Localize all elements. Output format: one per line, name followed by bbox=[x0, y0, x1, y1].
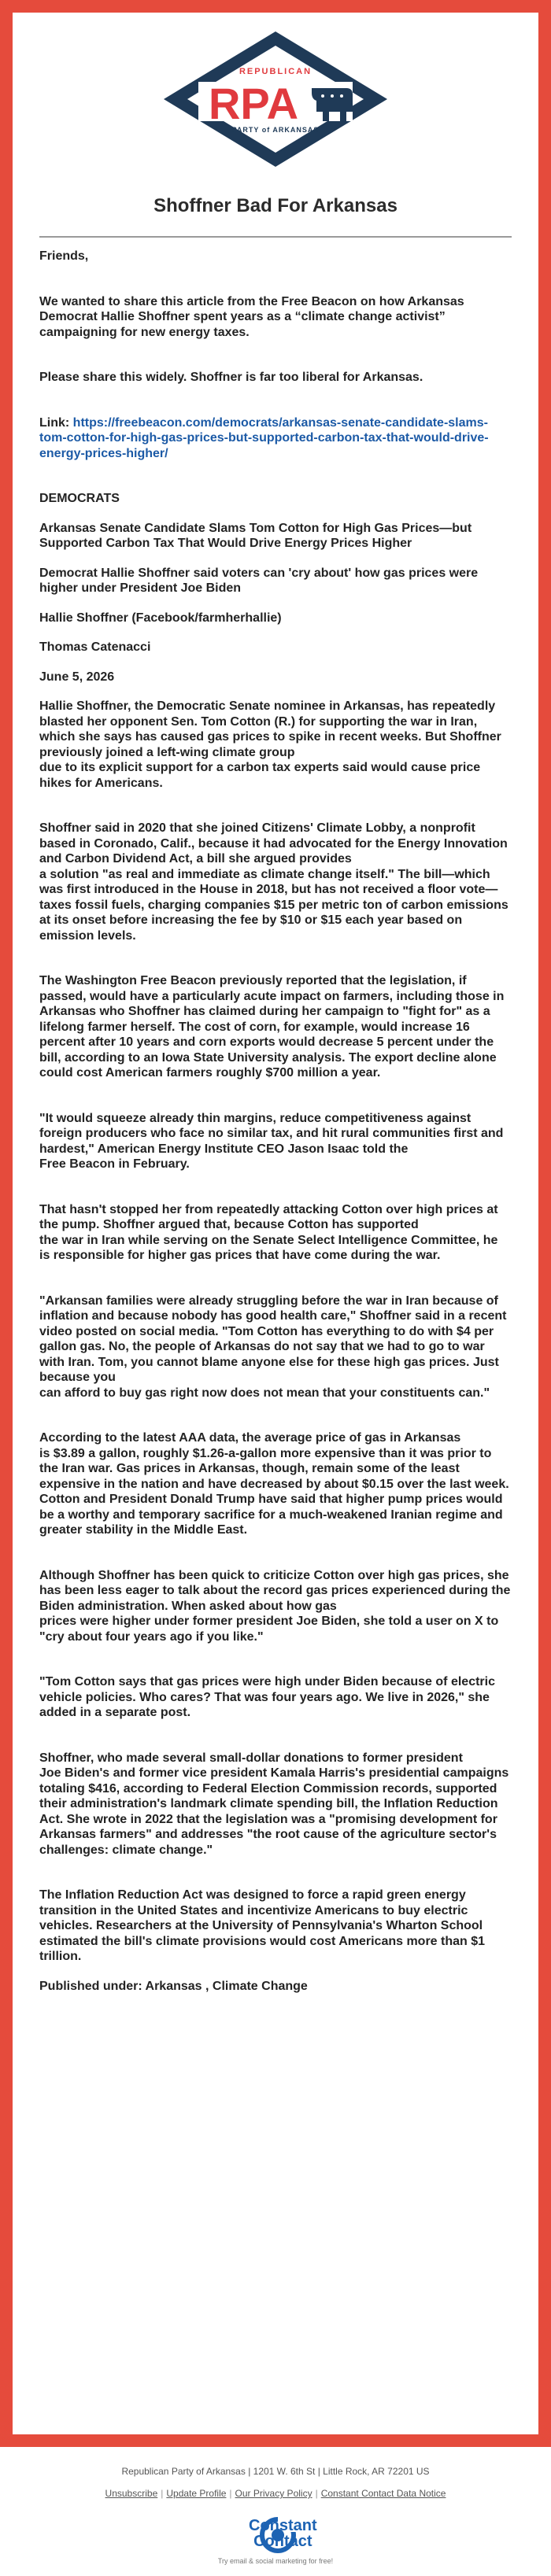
article-date: June 5, 2026 bbox=[39, 670, 115, 684]
photo-credit: Hallie Shoffner (Facebook/farmherhallie) bbox=[39, 611, 282, 625]
footer-links bbox=[0, 2488, 551, 2499]
constant-contact-tagline: Try email & social marketing for free! bbox=[217, 2557, 334, 2565]
logo-top-text: REPUBLICAN bbox=[239, 67, 312, 76]
privacy-policy-link[interactable]: Our Privacy Policy bbox=[235, 2488, 312, 2499]
article-paragraph: The Washington Free Beacon previously reported that the legislation, if passed, would have a particularly acute impact on farmers, including those in Arkansas who Shoffner has claimed during her campaign to "fight for" as a lifelong farmer herself. The cost of corn, for example, would increase 16 percent after 10 years and corn exports would decrease 5 percent under the bill, according to an Iowa State University analysis. The export decline alone could cost American farmers roughly $700 million a year. bbox=[39, 974, 505, 1079]
article-paragraph: "It would squeeze already thin margins, reduce competitiveness against foreign producers who face no similar tax, and hit rural communities first and hardest," American Energy Institute CEO Jason Isaac told the Free Beacon in February. bbox=[39, 1111, 504, 1171]
email-body bbox=[39, 249, 512, 2008]
update-profile-link[interactable]: Update Profile bbox=[166, 2488, 227, 2499]
article-paragraph: Hallie Shoffner, the Democratic Senate nominee in Arkansas, has repeatedly blasted her opponent Sen. Tom Cotton (R.) for supporting the war in Iran, which she says has caused gas prices to spike in recent weeks. But Shoffner previously joined a left-wing climate group due to its explicit support for a carbon tax experts said would cause price hikes for Americans. bbox=[39, 699, 501, 790]
article-paragraph: That hasn't stopped her from repeatedly attacking Cotton over high prices at the pump. Shoffner argued that, because Cotton has supported the war in Iran while serving on the Senate Select Intelligence Committee, he is responsible for higher gas prices that have come during the war. bbox=[39, 1202, 498, 1262]
footer-separator: | bbox=[161, 2488, 164, 2499]
footer-address: Republican Party of Arkansas | 1201 W. 6th St | Little Rock, AR 72201 US bbox=[121, 2466, 430, 2477]
rpa-logo bbox=[13, 28, 538, 186]
section-label: DEMOCRATS bbox=[39, 492, 120, 505]
article-title: Arkansas Senate Candidate Slams Tom Cotton for High Gas Prices—but Supported Carbon Tax That Would Drive Energy Prices Higher bbox=[39, 521, 472, 550]
logo-bottom-text: PARTY of ARKANSAS bbox=[231, 126, 320, 134]
email-footer bbox=[0, 2447, 551, 2576]
constant-contact-badge[interactable] bbox=[0, 2516, 551, 2563]
footer-separator: | bbox=[229, 2488, 232, 2499]
unsubscribe-link[interactable]: Unsubscribe bbox=[105, 2488, 158, 2499]
article-link-paragraph bbox=[39, 415, 512, 462]
cc-data-notice-link[interactable]: Constant Contact Data Notice bbox=[320, 2488, 446, 2499]
article-paragraph: According to the latest AAA data, the average price of gas in Arkansas is $3.89 a gallon, roughly $1.26-a-gallon more expensive than it was prior to the Iran war. Gas prices in Arkansas, though, remain some of the least expensive in the nation and have decreased by about $0.15 over the last week. Cotton and President Donald Trump have said that higher pump prices would be a worthy and temporary sacrifice for a much-weakened Iranian regime and greater stability in the Middle East. bbox=[39, 1431, 509, 1537]
email-card bbox=[13, 13, 538, 2434]
cc-wordmark-line1: Constant bbox=[249, 2517, 317, 2534]
published-under: Published under: Arkansas , Climate Change bbox=[39, 1979, 308, 1993]
article-paragraph: Shoffner, who made several small-dollar donations to former president Joe Biden's and former vice president Kamala Harris's presidential campaigns totaling $416, according to Federal Election Commission records, supported their administration's landmark climate spending bill, the Inflation Reduction Act. She wrote in 2022 that the legislation was a "promising development for Arkansas farmers" and addresses "the root cause of the agriculture sector's challenges: climate change." bbox=[39, 1751, 509, 1857]
logo-main-text: RPA bbox=[208, 79, 299, 128]
article-paragraph: Shoffner said in 2020 that she joined Citizens' Climate Lobby, a nonprofit based in Coronado, Calif., because it had advocated for the Energy Innovation and Carbon Dividend Act, a bill she argued provides a solution "as real and immediate as climate change itself." The bill—which was first introduced in the House in 2018, but has not received a floor vote—taxes fossil fuels, charging companies $15 per metric ton of carbon emissions at its onset before increasing the fee by $10 or $15 each year based on emission levels. bbox=[39, 821, 508, 943]
cc-wordmark-line2: Contact bbox=[253, 2533, 312, 2550]
divider bbox=[39, 236, 512, 238]
link-label: Link: bbox=[39, 415, 73, 430]
article-paragraph: The Inflation Reduction Act was designed to force a rapid green energy transition in the United States and incentivize Americans to buy electric vehicles. Researchers at the University of Pennsylvania's Wharton School estimated the bill's climate provisions would cost Americans more than $1 trillion. bbox=[39, 1888, 486, 1963]
rpa-logo-graphic bbox=[157, 28, 394, 170]
greeting: Friends, bbox=[39, 249, 89, 263]
article-paragraph: Although Shoffner has been quick to criticize Cotton over high gas prices, she has been less eager to talk about the record gas prices experienced during the Biden administration. When asked about how gas prices were higher under former president Joe Biden, she told a user on X to "cry about four years ago if you like." bbox=[39, 1568, 511, 1644]
share-paragraph: Please share this widely. Shoffner is far too liberal for Arkansas. bbox=[39, 371, 423, 384]
article-link[interactable]: https://freebeacon.com/democrats/arkansas-senate-candidate-slams-tom-cotton-for-high-gas-prices-but-supported-carbon-tax-that-would-drive-energy-prices-higher/ bbox=[39, 415, 489, 460]
article-subtitle: Democrat Hallie Shoffner said voters can 'cry about' how gas prices were higher under President Joe Biden bbox=[39, 566, 479, 595]
footer-separator: | bbox=[315, 2488, 318, 2499]
intro-paragraph: We wanted to share this article from the Free Beacon on how Arkansas Democrat Hallie Shoffner spent years as a “climate change activist” campaigning for new energy taxes. bbox=[39, 294, 464, 339]
article-paragraph: "Arkansan families were already struggling before the war in Iran because of inflation and because nobody has good health care," Shoffner said in a recent video posted on social media. "Tom Cotton has everything to do with $4 per gallon gas. No, the people of Arkansas do not say that we had to go to war with Iran. Tom, you cannot blame anyone else for these high gas prices. Just because you can afford to buy gas right now does not mean that your constituents can." bbox=[39, 1294, 507, 1400]
article-paragraph: "Tom Cotton says that gas prices were high under Biden because of electric vehicle policies. Who cares? That was four years ago. We live in 2026," she added in a separate post. bbox=[39, 1675, 495, 1719]
email-headline: Shoffner Bad For Arkansas bbox=[153, 195, 398, 216]
constant-contact-wordmark bbox=[249, 2518, 317, 2549]
article-author: Thomas Catenacci bbox=[39, 640, 151, 654]
